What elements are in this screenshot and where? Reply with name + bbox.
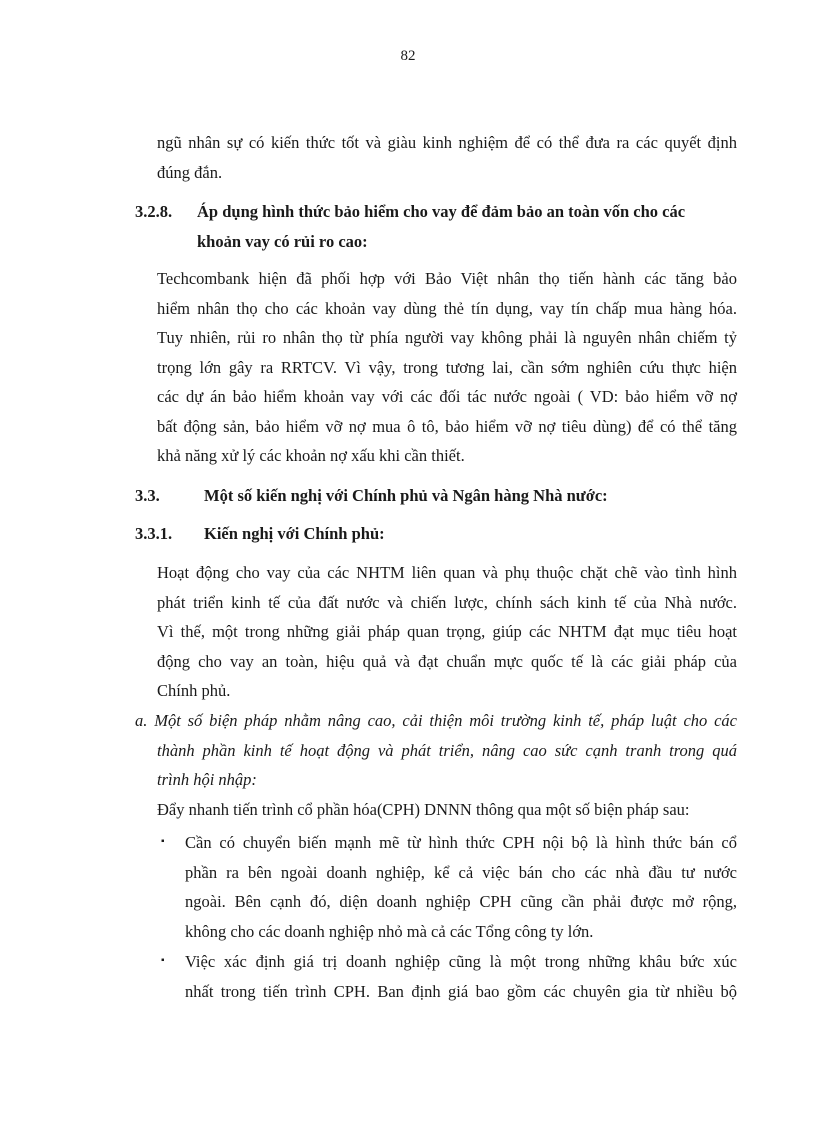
section-title-line: khoản vay có rủi ro cao:	[197, 231, 368, 251]
section-number: 3.2.8.	[135, 202, 173, 221]
paragraph-3-3-1	[157, 558, 737, 706]
bullet-line: không cho các doanh nghiệp nhỏ mà cả các Tổng công ty lớn.	[185, 921, 594, 941]
bullet-line: nhất trong tiến trình CPH. Ban định giá bao gồm các chuyên gia từ nhiều bộ	[185, 981, 737, 1001]
paragraph-line: ngũ nhân sự có kiến thức tốt và giàu kinh nghiệm để có thể đưa ra các quyết định	[157, 133, 737, 152]
paragraph-3-2-8	[157, 264, 737, 471]
bullet-icon: ▪	[161, 955, 165, 966]
section-title: Kiến nghị với Chính phủ:	[204, 524, 385, 543]
section-heading-3-2-8	[135, 197, 737, 257]
section-title: Một số kiến nghị với Chính phủ và Ngân hàng Nhà nước:	[204, 486, 608, 505]
paragraph-line: trọng lớn gây ra RRTCV. Vì vậy, trong tương lai, cần sớm nghiên cứu thực hiện	[157, 357, 737, 377]
paragraph-line: Hoạt động cho vay của các NHTM liên quan và phụ thuộc chặt chẽ vào tình hình	[157, 563, 737, 582]
paragraph-line: Đẩy nhanh tiến trình cổ phần hóa(CPH) DNNN thông qua một số biện pháp sau:	[157, 800, 690, 819]
section-title-line: Áp dụng hình thức bảo hiểm cho vay để đảm bảo an toàn vốn cho các	[197, 202, 686, 221]
section-heading-3-3	[135, 481, 737, 511]
bullet-item-1	[185, 828, 737, 946]
paragraph-line: Vì thế, một trong những giải pháp quan trọng, giúp các NHTM đạt mục tiêu hoạt	[157, 622, 737, 641]
bullet-line: ngoài. Bên cạnh đó, diện doanh nghiệp CPH cũng cần phải được mở rộng,	[185, 892, 737, 911]
subheading-line	[135, 706, 737, 736]
paragraph-line: khả năng xử lý các khoản nợ xấu khi cần thiết.	[157, 446, 465, 465]
paragraph-line: đúng đắn.	[157, 162, 223, 182]
subheading-line: thành phần kinh tế hoạt động và phát triển, nâng cao sức cạnh tranh trong quá	[157, 740, 737, 760]
section-number: 3.3.1.	[135, 524, 173, 543]
paragraph-line: động cho vay an toàn, hiệu quả và đạt chuẩn mực quốc tế là các giải pháp của	[157, 651, 737, 671]
bullet-line: phần ra bên ngoài doanh nghiệp, kể cả việc bán cho các nhà đầu tư nước	[185, 862, 737, 882]
paragraph-line: bất động sản, bảo hiểm vỡ nợ mua ô tô, bảo hiểm vỡ nợ tiêu dùng) để có thể tăng	[157, 416, 737, 436]
section-heading-3-3-1	[135, 519, 737, 549]
subheading-marker: a.	[135, 711, 148, 730]
subheading-a	[135, 706, 737, 736]
paragraph-line: hiểm nhân thọ cho các khoản vay dùng thẻ tín dụng, vay tín chấp mua hàng hóa.	[157, 298, 737, 318]
section-number: 3.3.	[135, 486, 160, 505]
subheading-a-continuation	[157, 736, 737, 795]
paragraph-line: các dự án bảo hiểm khoản vay với các đối tác nước ngoài ( VD: bảo hiểm vỡ nợ	[157, 387, 737, 406]
subheading-line: trình hội nhập:	[157, 770, 257, 789]
subheading-text: Một số biện pháp nhằm nâng cao, cải thiện môi trường kinh tế, pháp luật cho các	[154, 711, 738, 730]
bullet-icon: ▪	[161, 836, 165, 847]
paragraph-line: phát triển kinh tế của đất nước và chiến lược, chính sách kinh tế của Nhà nước.	[157, 592, 737, 612]
paragraph-line: Chính phủ.	[157, 681, 231, 700]
paragraph-cph	[157, 795, 737, 825]
bullet-line: Cần có chuyển biến mạnh mẽ từ hình thức CPH nội bộ là hình thức bán cổ	[185, 833, 737, 852]
paragraph-intro	[157, 128, 737, 187]
paragraph-line: Techcombank hiện đã phối hợp với Bảo Việt nhân thọ tiến hành các tăng bảo	[157, 269, 737, 288]
bullet-line: Việc xác định giá trị doanh nghiệp cũng là một trong những khâu bức xúc	[185, 952, 737, 971]
page-number: 82	[400, 48, 416, 64]
bullet-item-2	[185, 947, 737, 1006]
paragraph-line: Tuy nhiên, rủi ro nhân thọ từ phía người vay không phải là nguyên nhân chiếm tỷ	[157, 328, 737, 347]
